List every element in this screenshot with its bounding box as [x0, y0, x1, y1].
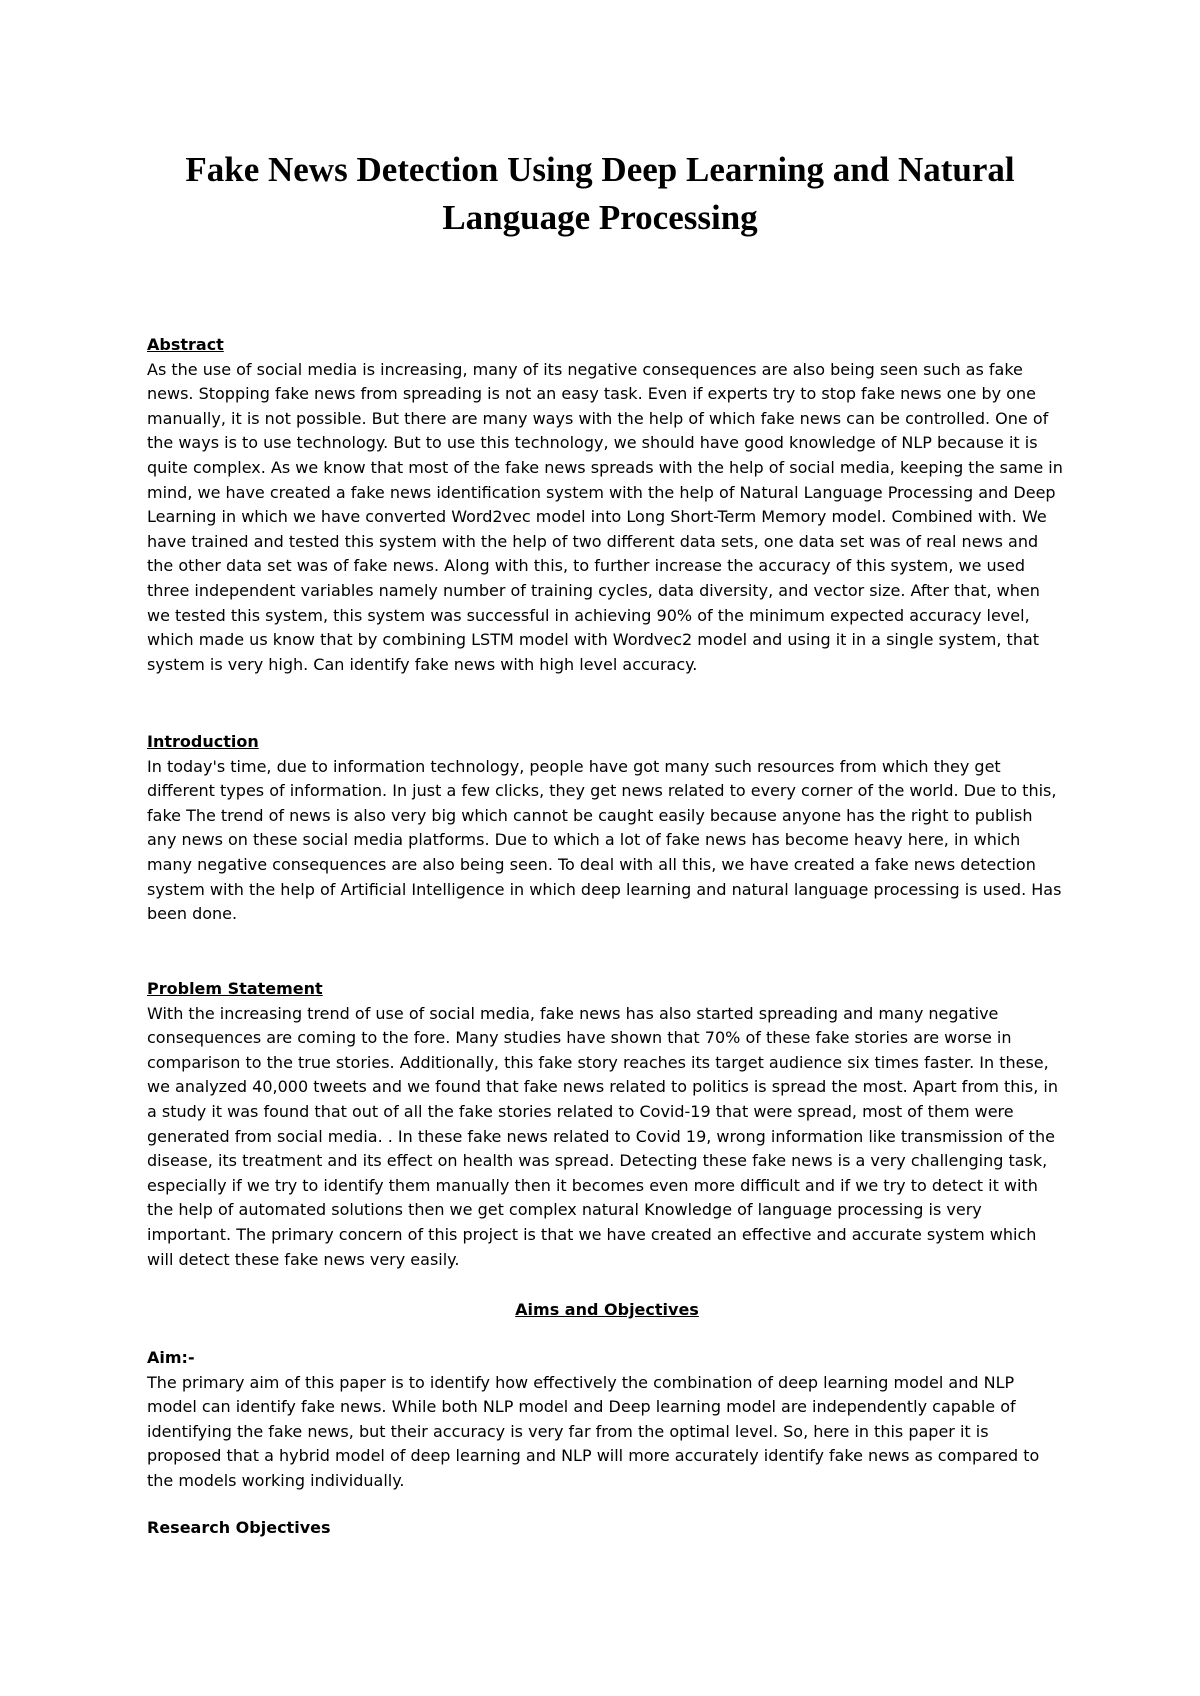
problem-statement-body: With the increasing trend of use of social media, fake news has also started spreading and many negative consequences are coming to the fore. Many studies have shown that 70% of these fake stories are worse in comparison to the true stories. Additionally, this fake story reaches its target audience six times faster. In these, we analyzed 40,000 tweets and we found that fake news related to politics is spread the most. Apart from this, in a study it was found that out of all the fake stories related to Covid-19 that were spread, most of them were generated from social media. . In these fake news related to Covid 19, wrong information like transmission of the disease, its treatment and its effect on health was spread. Detecting these fake news is a very challenging task, especially if we try to identify them manually then it becomes even more difficult and if we try to detect it with the help of automated solutions then we get complex natural Knowledge of language processing is very important. The primary concern of this project is that we have created an effective and accurate system which will detect these fake news very easily. — [147, 1003, 1058, 1269]
paper-title: Fake News Detection Using Deep Learning and Natural Language Processing — [185, 150, 1015, 237]
problem-statement-section — [147, 977, 1067, 1272]
problem-statement-heading: Problem Statement — [147, 979, 323, 998]
abstract-heading: Abstract — [147, 335, 224, 354]
aim-body: The primary aim of this paper is to identify how effectively the combination of deep learning model and NLP model can identify fake news. While both NLP model and Deep learning model are independently capable of identifying the fake news, but their accuracy is very far from the optimal level. So, here in this paper it is proposed that a hybrid model of deep learning and NLP will more accurately identify fake news as compared to the models working individually. — [147, 1372, 1040, 1490]
research-objectives-heading: Research Objectives — [147, 1518, 331, 1537]
aim-heading: Aim:- — [147, 1348, 195, 1367]
introduction-section — [147, 730, 1067, 927]
introduction-body: In today's time, due to information technology, people have got many such resources from which they get different types of information. In just a few clicks, they get news related to every corner of the world. Due to this, fake The trend of news is also very big which cannot be caught easily because anyone has the right to publish any news on these social media platforms. Due to which a lot of fake news has become heavy here, in which many negative consequences are also being seen. To deal with all this, we have created a fake news detection system with the help of Artificial Intelligence in which deep learning and natural language processing is used. Has been done. — [147, 756, 1062, 924]
introduction-heading: Introduction — [147, 732, 259, 751]
aim-section — [147, 1346, 1067, 1494]
aims-objectives-heading: Aims and Objectives — [515, 1300, 699, 1319]
abstract-body: As the use of social media is increasing, many of its negative consequences are also being seen such as fake news. Stopping fake news from spreading is not an easy task. Even if experts try to stop fake news one by one manually, it is not possible. But there are many ways with the help of which fake news can be controlled. One of the ways is to use technology. But to use this technology, we should have good knowledge of NLP because it is quite complex. As we know that most of the fake news spreads with the help of social media, keeping the same in mind, we have created a fake news identification system with the help of Natural Language Processing and Deep Learning in which we have converted Word2vec model into Long Short-Term Memory model. Combined with. We have trained and tested this system with the help of two different data sets, one data set was of real news and the other data set was of fake news. Along with this, to further increase the accuracy of this system, we used three independent variables namely number of training cycles, data diversity, and vector size. After that, when we tested this system, this system was successful in achieving 90% of the minimum expected accuracy level, which made us know that by combining LSTM model with Wordvec2 model and using it in a single system, that system is very high. Can identify fake news with high level accuracy. — [147, 359, 1063, 674]
abstract-section — [147, 333, 1067, 677]
